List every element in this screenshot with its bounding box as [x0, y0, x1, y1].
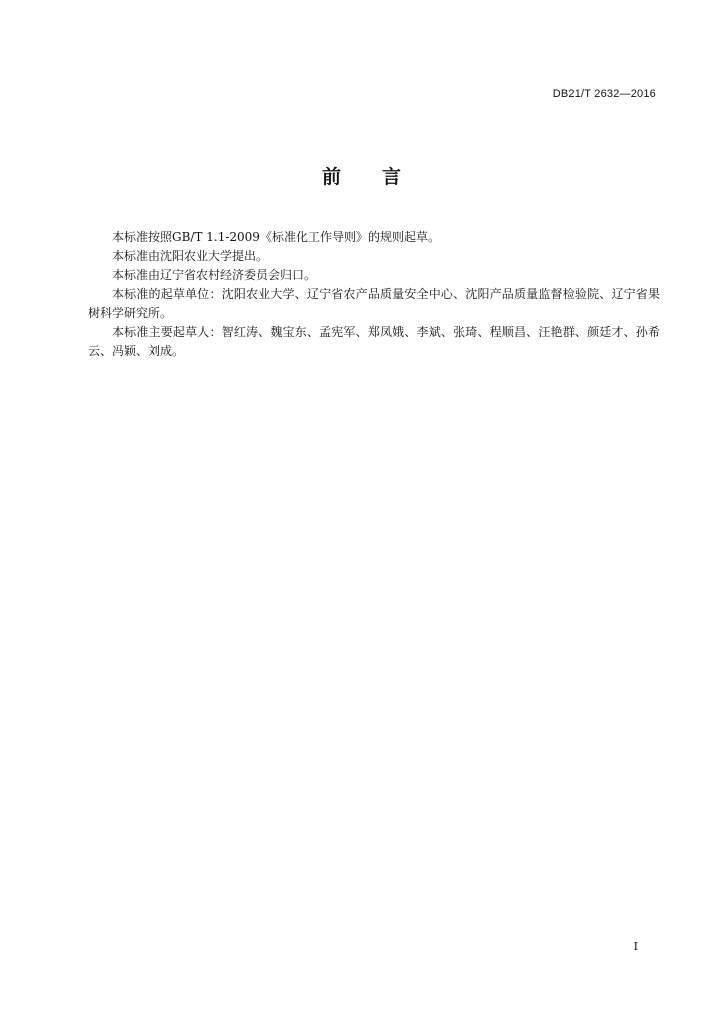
paragraph-administrator: 本标准由辽宁省农村经济委员会归口。	[112, 268, 317, 282]
page-title: 前 言	[321, 166, 402, 188]
foreword-body	[88, 228, 660, 361]
paragraph-drafting-rules: 本标准按照GB/T 1.1-2009《标准化工作导则》的规则起草。	[112, 230, 440, 244]
paragraph-proposer: 本标准由沈阳农业大学提出。	[112, 249, 269, 263]
standard-code: DB21/T 2632—2016	[552, 88, 656, 100]
paragraph-drafting-units: 本标准的起草单位：沈阳农业大学、辽宁省农产品质量安全中心、沈阳产品质量监督检验院、辽宁省果树科学研究所。	[88, 287, 660, 320]
paragraph-drafters: 本标准主要起草人：智红涛、魏宝东、孟宪军、郑凤娥、李斌、张琦、程顺昌、汪艳群、颜廷才、孙希云、冯颖、刘成。	[88, 325, 660, 358]
page-number: I	[633, 940, 638, 953]
